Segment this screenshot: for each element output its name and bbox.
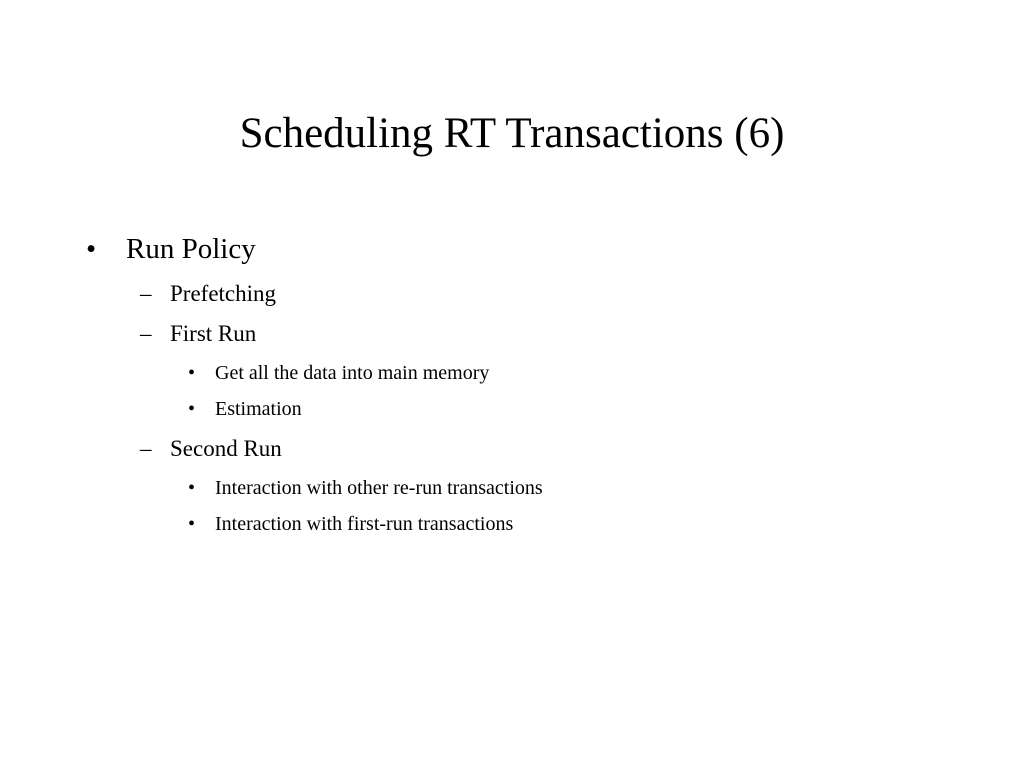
sub-bullet-second-run — [140, 435, 540, 463]
sub-bullet-prefetching — [140, 280, 540, 308]
slide-title: Scheduling RT Transactions (6) — [239, 110, 785, 157]
bullet-marker: • — [188, 398, 196, 420]
bullet-marker: • — [188, 513, 196, 535]
bullet-text: Run Policy — [126, 233, 256, 265]
sub-bullet-text: Prefetching — [170, 281, 277, 306]
sub-sub-bullet-get-all-data — [188, 361, 688, 385]
bullet-marker: • — [188, 362, 196, 384]
dash-marker: – — [140, 281, 152, 306]
sub-sub-bullet-estimation — [188, 397, 688, 421]
sub-bullet-first-run — [140, 320, 540, 348]
sub-sub-bullet-interaction-rerun — [188, 476, 748, 500]
sub-bullet-text: First Run — [170, 321, 257, 346]
sub-sub-bullet-text: Interaction with first-run transactions — [215, 513, 514, 535]
bullet-marker: • — [86, 233, 97, 265]
bullet-run-policy — [86, 232, 486, 266]
sub-sub-bullet-text: Estimation — [215, 398, 302, 420]
sub-bullet-text: Second Run — [170, 436, 282, 461]
sub-sub-bullet-text: Get all the data into main memory — [215, 362, 490, 384]
bullet-marker: • — [188, 477, 196, 499]
dash-marker: – — [140, 321, 152, 346]
sub-sub-bullet-interaction-first-run — [188, 512, 748, 536]
sub-sub-bullet-text: Interaction with other re-run transactions — [215, 477, 543, 499]
dash-marker: – — [140, 436, 152, 461]
